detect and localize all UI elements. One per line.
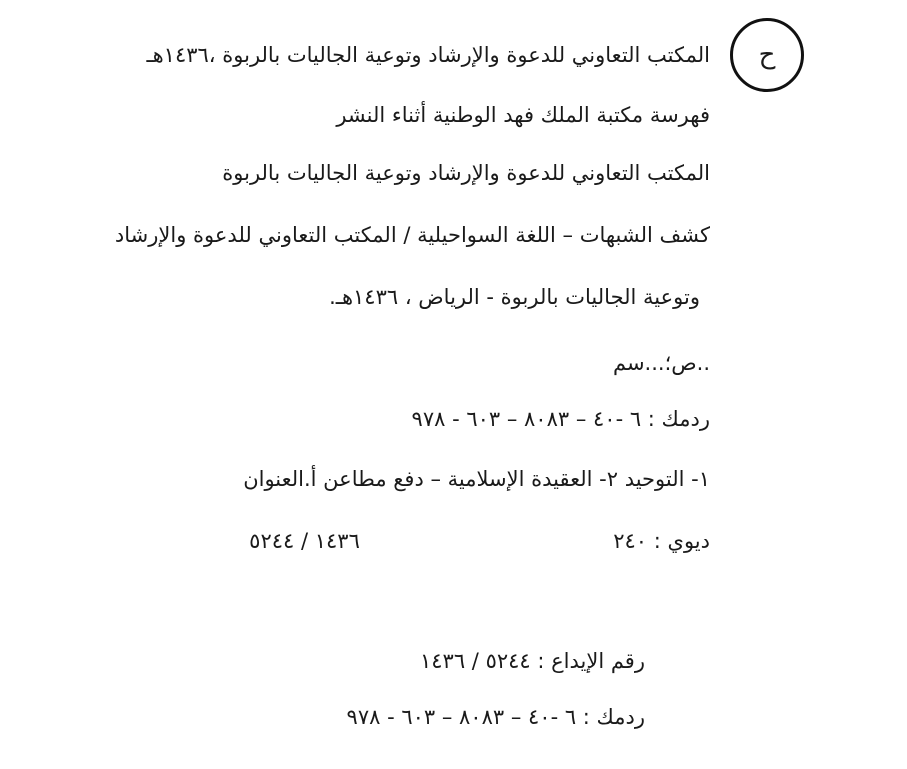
isbn-line: ردمك : ٦ -٤٠ – ٨٠٨٣ – ٦٠٣ - ٩٧٨ [411,407,710,431]
isbn-line-bottom: ردمك : ٦ -٤٠ – ٨٠٨٣ – ٦٠٣ - ٩٧٨ [346,705,645,729]
copyright-circle-symbol [730,18,804,92]
pages-line: ..ص؛...سم [612,351,710,375]
title-line-2: وتوعية الجاليات بالربوة - الرياض ، ١٤٣٦هـ. [329,285,700,309]
catalog-heading: فهرسة مكتبة الملك فهد الوطنية أثناء النشر [336,103,710,127]
author-line: المكتب التعاوني للدعوة والإرشاد وتوعية الجاليات بالربوة [222,161,710,185]
dewey-label: ديوي : ٢٤٠ [613,529,710,553]
title-line-1: كشف الشبهات – اللغة السواحيلية / المكتب التعاوني للدعوة والإرشاد [114,223,710,247]
subjects-line: ١- التوحيد ٢- العقيدة الإسلامية – دفع مطاعن أ.العنوان [243,467,710,491]
copyright-letter: ح [758,40,776,70]
dewey-number: ١٤٣٦ / ٥٢٤٤ [249,529,360,553]
deposit-number: رقم الإيداع : ٥٢٤٤ / ١٤٣٦ [420,649,645,673]
dewey-line [249,526,710,556]
publisher-line: المكتب التعاوني للدعوة والإرشاد وتوعية الجاليات بالربوة ،١٤٣٦هـ [146,43,710,67]
